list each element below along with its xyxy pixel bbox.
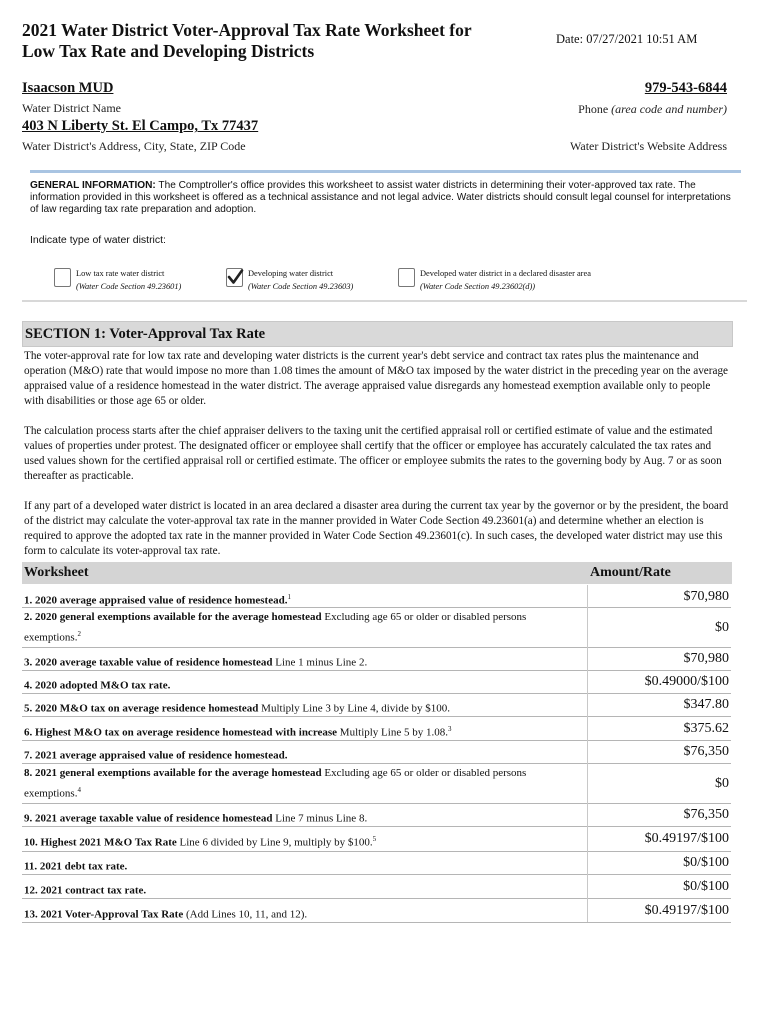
row-detail: Multiply Line 3 by Line 4, divide by $100. <box>258 702 450 715</box>
row-footnote: 1 <box>287 592 291 601</box>
option-code: (Water Code Section 49.23601) <box>76 282 182 291</box>
table-row <box>22 647 731 671</box>
section-1-title: SECTION 1: Voter-Approval Tax Rate <box>22 321 733 347</box>
table-row <box>22 826 731 852</box>
header-divider <box>30 170 741 173</box>
table-row <box>22 763 731 804</box>
row-description <box>24 721 584 742</box>
column-divider <box>587 803 588 826</box>
row-amount: $76,350 <box>683 807 729 822</box>
row-detail: Excluding age 65 or older or disabled persons exemptions. <box>24 767 527 800</box>
option-label: Low tax rate water district <box>76 269 165 278</box>
option-label: Developing water district <box>248 269 334 278</box>
row-amount: $76,350 <box>683 744 729 759</box>
worksheet-column-header: Worksheet <box>22 562 590 584</box>
table-row <box>22 851 731 875</box>
low-tax-rate-checkbox[interactable] <box>54 268 71 287</box>
option-label: Developed water district in a declared disaster area <box>420 269 591 278</box>
phone-label: Phone (area code and number) <box>578 102 727 116</box>
row-amount: $0/$100 <box>683 878 729 894</box>
developing-checkbox[interactable] <box>226 268 243 287</box>
form-title: 2021 Water District Voter-Approval Tax Rate Worksheet for Low Tax Rate and Developing Districts <box>22 20 472 61</box>
row-amount: $0.49000/$100 <box>644 674 729 689</box>
date-stamp: Date: 07/27/2021 10:51 AM <box>556 32 698 46</box>
row-detail: Line 6 divided by Line 9, multiply by $100. <box>176 836 373 849</box>
column-divider <box>587 647 588 670</box>
website-label: Water District's Website Address <box>570 139 727 153</box>
table-row <box>22 607 731 648</box>
row-description <box>24 765 584 803</box>
row-description <box>24 674 584 695</box>
row-amount: $0/$100 <box>683 855 729 870</box>
row-label: 5. 2020 M&O tax on average residence homestead <box>24 702 259 715</box>
row-description <box>24 831 584 852</box>
column-divider <box>587 670 588 693</box>
column-divider <box>587 693 588 716</box>
row-detail: (Add Lines 10, 11, and 12). <box>183 908 308 921</box>
amount-column-header: Amount/Rate <box>589 562 732 584</box>
row-description <box>24 855 584 876</box>
district-address-value: 403 N Liberty St. El Campo, Tx 77437 <box>22 118 259 134</box>
row-detail: Multiply Line 5 by 1.08. <box>337 726 448 739</box>
row-amount: $0 <box>715 619 729 635</box>
row-description <box>24 697 584 718</box>
option-code: (Water Code Section 49.23602(d)) <box>420 282 536 291</box>
column-divider <box>587 740 588 763</box>
row-description <box>24 903 584 924</box>
table-row <box>22 670 731 694</box>
option-code: (Water Code Section 49.23603) <box>248 282 354 291</box>
row-amount: $0.49197/$100 <box>644 902 729 918</box>
table-row <box>22 898 731 923</box>
row-description <box>24 879 584 900</box>
district-name-value: Isaacson MUD <box>22 80 114 96</box>
row-amount: $70,980 <box>683 651 729 666</box>
row-footnote: 2 <box>77 630 81 638</box>
row-label: 13. 2021 Voter-Approval Tax Rate <box>24 908 184 921</box>
column-divider <box>587 851 588 874</box>
column-divider <box>587 898 588 922</box>
row-label: 11. 2021 debt tax rate. <box>24 860 128 873</box>
table-row <box>22 874 731 899</box>
table-row <box>22 693 731 717</box>
row-description <box>24 807 584 828</box>
row-label: 4. 2020 adopted M&O tax rate. <box>24 679 171 692</box>
column-divider <box>587 874 588 898</box>
row-label: 3. 2020 average taxable value of residence homestead <box>24 656 273 669</box>
table-row <box>22 740 731 764</box>
row-label: 9. 2021 average taxable value of residence homestead <box>24 812 273 825</box>
row-description <box>24 609 584 647</box>
checkmark-icon <box>227 269 244 286</box>
row-description <box>24 651 584 672</box>
row-detail: Line 7 minus Line 8. <box>272 812 368 825</box>
row-footnote: 3 <box>447 724 452 733</box>
column-divider <box>587 826 588 851</box>
row-description <box>24 744 584 765</box>
row-label: 12. 2021 contract tax rate. <box>24 884 147 897</box>
column-divider <box>587 763 588 803</box>
table-row <box>22 585 731 608</box>
column-divider <box>587 716 588 740</box>
general-divider <box>22 300 747 302</box>
row-amount: $375.62 <box>683 720 729 736</box>
row-footnote: 5 <box>372 835 377 843</box>
section-1-paragraph-1: The voter-approval rate for low tax rate and developing water districts is the current year's debt service and contract tax rates plus the maintenance and operation (M&O) rate that would impose no more than 1.08 times the amount of M&O tax imposed by the water district in the preceding year on the average appraised value of a residence homestead in the water district. The average appraised value disregards any homestead exemption available only to people with disabilities or those age 65 or older. <box>24 350 728 407</box>
row-amount: $0 <box>715 775 729 791</box>
row-label: 2. 2020 general exemptions available for the average homestead <box>24 611 322 623</box>
table-row <box>22 716 731 741</box>
row-label: 7. 2021 average appraised value of residence homestead. <box>24 749 288 762</box>
row-footnote: 4 <box>77 786 81 794</box>
row-detail: Line 1 minus Line 2. <box>272 656 368 669</box>
phone-value: 979-543-6844 <box>644 80 727 96</box>
district-address-label: Water District's Address, City, State, ZIP Code <box>22 139 246 153</box>
column-divider <box>587 607 588 647</box>
row-amount: $70,980 <box>683 588 729 604</box>
section-1-paragraph-3: If any part of a developed water district is located in an area declared a disaster area during the current tax year by the governor or by the president, the board of the district may calculate the voter-approval tax rate in the manner provided in Water Code Section 49.23601(a) and determine whether an election is required to approve the adopted tax rate in the manner provided in Water Code Section 49.23601(c). In such cases, the developed water district may use this form to calculate its voter-approval tax rate. <box>24 500 729 557</box>
district-name-label: Water District Name <box>22 101 121 115</box>
developed-disaster-checkbox[interactable] <box>398 268 415 287</box>
row-label: 10. Highest 2021 M&O Tax Rate <box>24 836 177 849</box>
row-label: 6. Highest M&O tax on average residence homestead with increase <box>24 726 338 739</box>
general-information: GENERAL INFORMATION: The Comptroller's office provides this worksheet to assist water districts in determining their voter-approved tax rate. The information provided in this worksheet is offered as a technical assistance and not legal advice. Water districts should consult legal counsel for interpretations of law regarding tax rate preparation and adoption. <box>30 180 731 215</box>
district-type-prompt: Indicate type of water district: <box>30 234 166 246</box>
row-amount: $0.49197/$100 <box>644 831 729 846</box>
row-detail: Excluding age 65 or older or disabled persons exemptions. <box>24 611 527 644</box>
row-amount: $347.80 <box>683 697 729 712</box>
row-label: 8. 2021 general exemptions available for the average homestead <box>24 767 322 779</box>
column-divider <box>587 585 588 607</box>
row-label: 1. 2020 average appraised value of residence homestead. <box>24 594 288 607</box>
section-1-paragraph-2: The calculation process starts after the chief appraiser delivers to the taxing unit the certified appraisal roll or certified estimate of value and the estimated values of properties under protest. The designated officer or employee shall certify that the officer or employee has accurately calculated the tax rates and used values shown for the certified appraisal roll or certified estimate. The officer or employee submits the rates to the governing body by Aug. 7 or as soon thereafter as practicable. <box>24 425 722 482</box>
table-row <box>22 803 731 827</box>
